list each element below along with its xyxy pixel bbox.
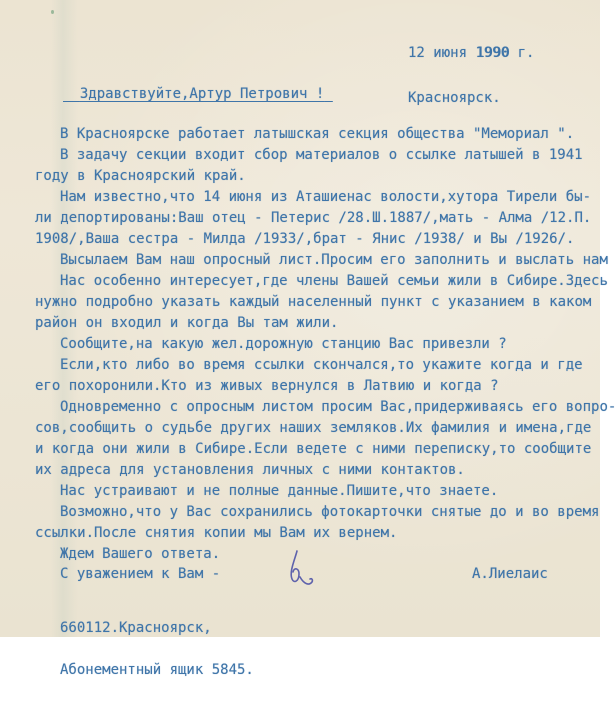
date-prefix: 12 июня bbox=[408, 45, 476, 61]
signature-name: А.Лиелаис bbox=[472, 566, 548, 582]
letter-line: Сообщите,на какую жел.дорожную станцию Вас привезли ? bbox=[60, 336, 507, 352]
date-block bbox=[408, 16, 534, 136]
date-year: 1990 bbox=[475, 45, 510, 61]
date-suffix: г. bbox=[509, 45, 535, 61]
date-line bbox=[408, 46, 534, 61]
letter-line: В Красноярске работает латышская секция общества "Мемориал ". bbox=[60, 126, 575, 142]
letter-body bbox=[35, 124, 616, 565]
letter-line: Нам известно,что 14 июня из Аташиенас волости,хутора Тирели бы- bbox=[60, 189, 592, 205]
letter-line: Ждем Вашего ответа. bbox=[60, 546, 221, 562]
greeting-text: Здравствуйте,Артур Петрович ! bbox=[79, 86, 325, 102]
letter-line: нужно подробно указать каждый населенный пункт с указанием в каком bbox=[35, 294, 592, 310]
closing-regards: С уважением к Вам - bbox=[60, 566, 221, 582]
letter-line: Если,кто либо во время ссылки скончался,то укажите когда и где bbox=[60, 357, 583, 373]
letter-line: сов,сообщить о судьбе других наших земляков.Их фамилия и имена,где bbox=[35, 420, 592, 436]
letter-line: ссылки.После снятия копии мы Вам их вернем. bbox=[35, 525, 398, 541]
letter-line: Высылаем Вам наш опросный лист.Просим его заполнить и выслать нам bbox=[60, 252, 608, 268]
letter-line: и когда они жили в Сибире.Если ведете с ними переписку,то сообщите bbox=[35, 441, 592, 457]
letter-line: его похоронили.Кто из живых вернулся в Латвию и когда ? bbox=[35, 378, 499, 394]
letter-line: Нас особенно интересует,где члены Вашей семьи жили в Сибире.Здесь bbox=[60, 273, 608, 289]
greeting-line bbox=[63, 86, 333, 102]
letter-line: В задачу секции входит сбор материалов о ссылке латышей в 1941 bbox=[60, 147, 583, 163]
letter-line: ли депортированы:Ваш отец - Петерис /28.Ш.1887/,мать - Алма /12.П. bbox=[35, 210, 592, 226]
address-block bbox=[60, 593, 254, 705]
letter-line: Одновременно с опросным листом просим Вас,придерживаясь его вопро- bbox=[60, 399, 616, 415]
letter-line: их адреса для установления личных с ними контактов. bbox=[35, 462, 465, 478]
paper-speck bbox=[51, 10, 54, 14]
letter-line: район он входил и когда Вы там жили. bbox=[35, 315, 339, 331]
letter-line: году в Красноярский край. bbox=[35, 168, 246, 184]
letter-line: 1908/,Ваша сестра - Милда /1933/,брат - Янис /1938/ и Вы /1926/. bbox=[35, 231, 575, 247]
letter-line: Нас устраивают и не полные данные.Пишите,что знаете. bbox=[60, 483, 499, 499]
address-line-2: Абонементный ящик 5845. bbox=[60, 662, 254, 678]
city-line: Красноярск. bbox=[408, 90, 501, 106]
letter-line: Возможно,что у Вас сохранились фотокарточки снятые до и во время bbox=[60, 504, 600, 520]
handwritten-signature-icon bbox=[278, 544, 328, 594]
address-line-1: 660112.Красноярск, bbox=[60, 620, 212, 636]
